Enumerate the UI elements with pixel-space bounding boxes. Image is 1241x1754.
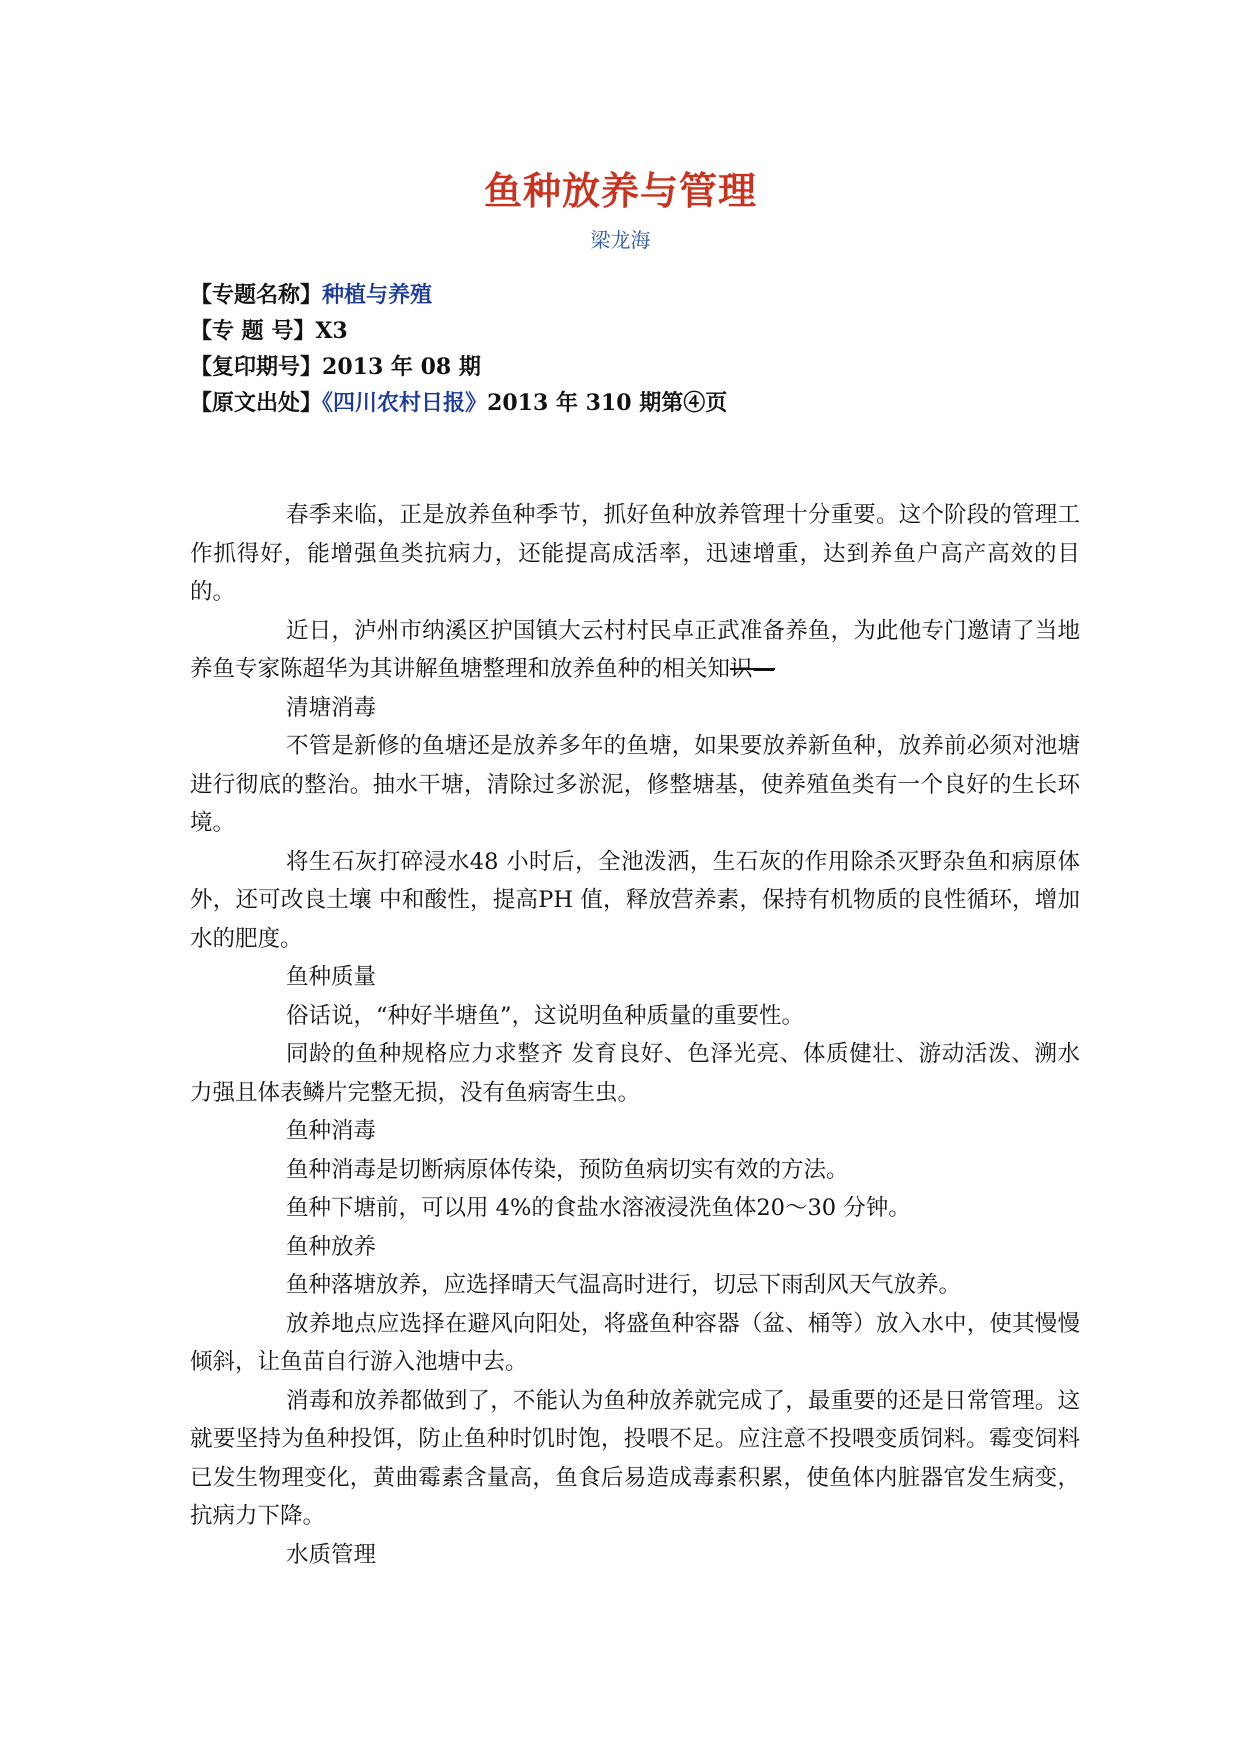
article-body: [190, 496, 1080, 1574]
section-heading: 清塘消毒: [286, 694, 377, 721]
article-meta: [190, 277, 1090, 421]
paragraph: 鱼种消毒是切断病原体传染，预防鱼病切实有效的方法。: [286, 1156, 849, 1183]
paragraph: [190, 612, 1080, 689]
section-heading: 鱼种消毒: [286, 1118, 377, 1144]
meta-source-label: 【原文出处】: [190, 390, 323, 416]
meta-source: [190, 385, 1090, 421]
paragraph: 鱼种下塘前，可以用 4%的食盐水溶液浸洗鱼体20～30 分钟。: [286, 1195, 911, 1221]
meta-issue-value: 2013 年 08 期: [322, 354, 481, 380]
paragraph: 鱼种落塘放养，应选择晴天气温高时进行，切忌下雨刮风天气放养。: [286, 1272, 962, 1298]
section-heading: 水质管理: [286, 1541, 377, 1568]
struck-text: 识—: [730, 656, 776, 682]
meta-source-link[interactable]: 四川农村日报: [333, 390, 466, 416]
paragraph: 俗话说，“种好半塘鱼”，这说明鱼种质量的重要性。: [286, 1002, 805, 1029]
meta-topic-name-link[interactable]: 种植与养殖: [322, 282, 433, 308]
meta-topic-name-label: 【专题名称】: [190, 282, 323, 308]
meta-source-open: 《: [322, 390, 334, 416]
meta-issue-label: 【复印期号】: [190, 354, 323, 380]
meta-topic-no: [190, 313, 1090, 349]
paragraph: 将生石灰打碎浸水48 小时后，全池泼洒，生石灰的作用除杀灭野杂鱼和病原体外，还可改良土壤 中和酸性，提高PH 值，释放营养素，保持有机物质的良性循环，增加水的肥度。: [190, 848, 1080, 952]
meta-source-close: 》: [465, 390, 488, 416]
article-title: 鱼种放养与管理: [483, 168, 757, 213]
meta-topic-no-value: X3: [315, 318, 348, 344]
paragraph: 消毒和放养都做到了，不能认为鱼种放养就完成了，最重要的还是日常管理。这就要坚持为鱼种投饵，防止鱼种时饥时饱，投喂不足。应注意不投喂变质饲料。霉变饲料已发生物理变化，黄曲霉素含量高，鱼食后易造成毒素积累，使鱼体内脏器官发生病变，抗病力下降。: [190, 1387, 1080, 1529]
section-heading: 鱼种放养: [286, 1233, 377, 1260]
meta-topic-name: [190, 277, 1090, 313]
paragraph: 同龄的鱼种规格应力求整齐 发育良好、色泽光亮、体质健壮、游动活泼、溯水力强且体表鳞片完整无损，没有鱼病寄生虫。: [190, 1041, 1080, 1106]
paragraph-text: 近日，泸州市纳溪区护国镇大云村村民卓正武准备养鱼，为此他专门邀请了当地养鱼专家陈超华为其讲解鱼塘整理和放养鱼种的相关知: [190, 617, 1080, 682]
meta-topic-no-label: 【专 题 号】: [190, 318, 316, 344]
section-heading: 鱼种质量: [286, 964, 377, 990]
article-author[interactable]: 梁龙海: [590, 228, 651, 252]
paragraph: 不管是新修的鱼塘还是放养多年的鱼塘，如果要放养新鱼种，放养前必须对池塘进行彻底的整治。抽水干塘，清除过多淤泥，修整塘基，使养殖鱼类有一个良好的生长环境。: [190, 733, 1080, 836]
paragraph: 春季来临，正是放养鱼种季节，抓好鱼种放养管理十分重要。这个阶段的管理工作抓得好，能增强鱼类抗病力，还能提高成活率，迅速增重，达到养鱼户高产高效的目的。: [190, 502, 1080, 605]
meta-source-rest: 2013 年 310 期第④页: [487, 390, 728, 416]
paragraph: 放养地点应选择在避风向阳处，将盛鱼种容器（盆、桶等）放入水中，使其慢慢倾斜，让鱼苗自行游入池塘中去。: [190, 1310, 1080, 1375]
meta-issue: [190, 349, 1090, 385]
